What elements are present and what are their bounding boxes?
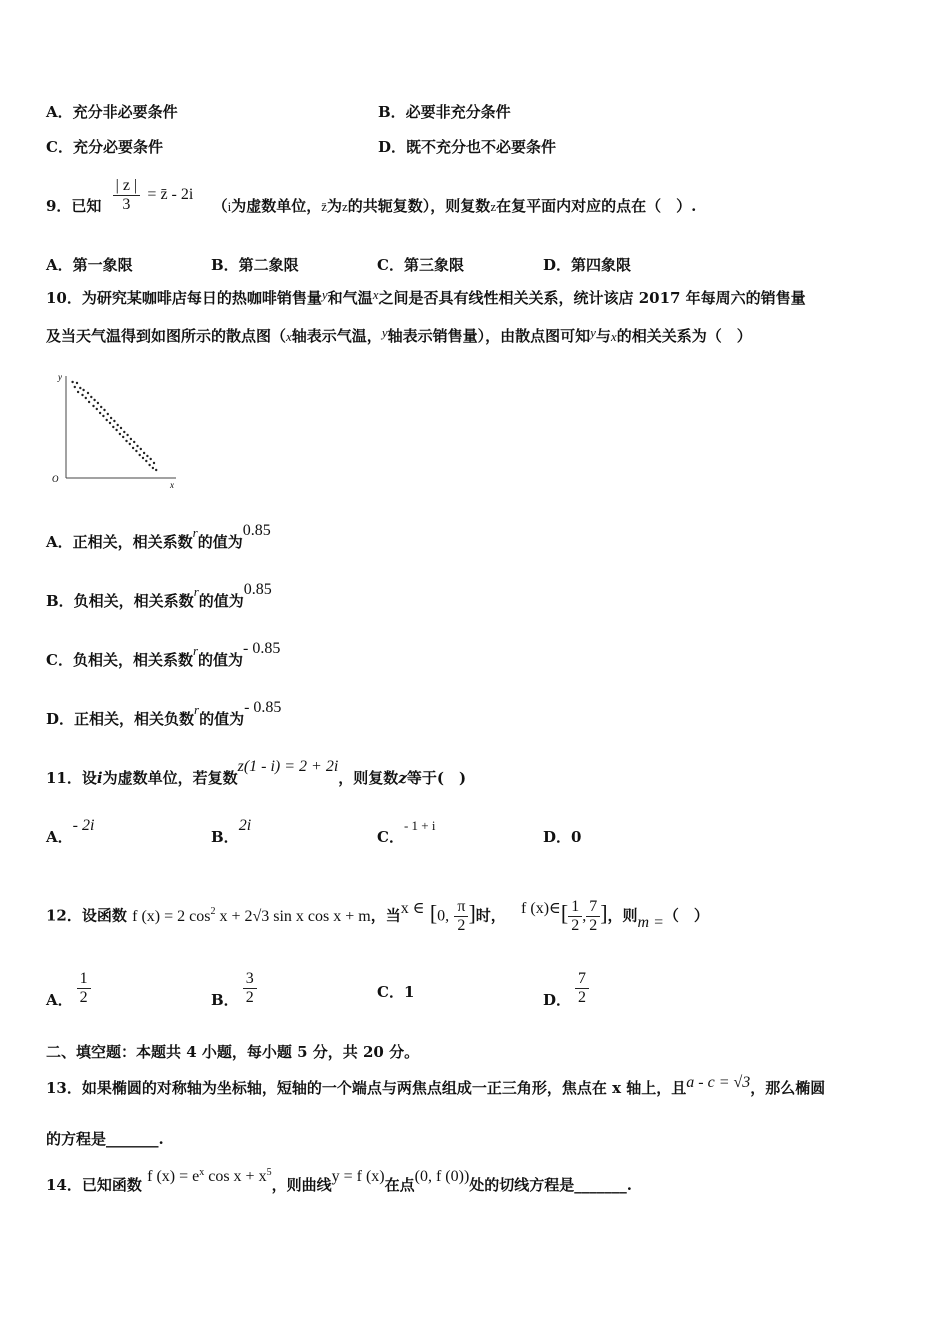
q8-option-c: C．充分必要条件 — [46, 138, 163, 156]
q10-option-b: B．负相关，相关系数r的值为0.85 — [46, 581, 272, 610]
x-axis-label: x — [170, 480, 174, 490]
scatter-point — [142, 457, 144, 459]
scatter-point — [132, 447, 134, 449]
q9-option-b: B．第二象限 — [211, 256, 299, 274]
scatter-point — [123, 431, 125, 433]
question-10-line1: 10．为研究某咖啡店每日的热咖啡销售量y和气温x之间是否具有线性相关关系，统计该店 2017 年每周六的销售量 — [46, 287, 806, 307]
scatter-point — [74, 386, 76, 388]
scatter-point — [115, 429, 117, 431]
q12-option-d: D． $\frac{7}{2}$ — [543, 970, 589, 1007]
origin-label: O — [52, 474, 59, 484]
q11-option-b: B．2i — [211, 817, 252, 846]
scatter-point — [82, 389, 84, 391]
scatter-point — [133, 441, 135, 443]
scatter-point — [152, 467, 154, 469]
scatter-point — [88, 401, 90, 403]
scatter-point — [140, 448, 142, 450]
question-14: 14．已知函数 f $(x) = e^x$ $\cos x + x^5$，则曲线y = f (x)在点(0, f (0))处的切线方程是_______. — [46, 1167, 632, 1194]
scatter-point — [96, 408, 98, 410]
question-9: 9．已知 $\frac{| z |}{3}$ = z̄ - 2i （i为虚数单位，z̄为z的共轭复数），则复数z在复平面内对应的点在（ ）. — [46, 176, 697, 215]
scatter-point — [92, 405, 94, 407]
scatter-points — [71, 381, 157, 471]
q8-option-b: B．必要非充分条件 — [378, 103, 511, 121]
scatter-plot — [48, 370, 183, 490]
section-2-heading: 二、填空题：本题共 4 小题，每小题 5 分，共 20 分。 — [46, 1043, 420, 1061]
scatter-point — [125, 440, 127, 442]
scatter-point — [81, 394, 83, 396]
q9-equation: = z̄ - 2i — [147, 186, 194, 203]
q11-option-a: A．- 2i — [46, 817, 95, 846]
q8-option-d: D．既不充分也不必要条件 — [378, 138, 557, 156]
scatter-point — [109, 422, 111, 424]
scatter-point — [135, 450, 137, 452]
scatter-point — [106, 419, 108, 421]
scatter-point — [150, 458, 152, 460]
scatter-point — [129, 443, 131, 445]
q12-option-b: B． $\frac{3}{2}$ — [211, 970, 257, 1007]
scatter-point — [110, 417, 112, 419]
scatter-point — [119, 433, 121, 435]
scatter-point — [107, 413, 109, 415]
scatter-point — [100, 406, 102, 408]
scatter-point — [112, 426, 114, 428]
scatter-point — [103, 409, 105, 411]
q9-option-a: A．第一象限 — [46, 256, 133, 274]
q10-option-c: C．负相关，相关系数r的值为- 0.85 — [46, 640, 281, 669]
scatter-point — [126, 434, 128, 436]
question-13-line1: 13．如果椭圆的对称轴为坐标轴，短轴的一个端点与两焦点组成一正三角形，焦点在 x 轴上，且a - c = √3，那么椭圆 — [46, 1074, 826, 1097]
scatter-point — [145, 460, 147, 462]
scatter-point — [71, 381, 73, 383]
q12-function: f (x) = 2 $\cos^2 x + 2√3$ sin x cos x + m — [132, 905, 371, 925]
q12-interval-frac: $\frac{\pi}{2}$ — [454, 898, 468, 935]
scatter-point — [85, 397, 87, 399]
scatter-point — [143, 452, 145, 454]
q9-option-c: C．第三象限 — [377, 256, 464, 274]
q12-option-c: C．1 — [377, 983, 415, 1001]
scatter-point — [139, 454, 141, 456]
q9-fraction: $\frac{| z |}{3}$ — [113, 177, 141, 214]
scatter-point — [79, 387, 81, 389]
q10-option-a: A．正相关，相关系数r的值为0.85 — [46, 522, 271, 551]
q14-function: f $(x) = e^x$ $\cos x + x^5$ — [147, 1167, 272, 1185]
scatter-point — [76, 382, 78, 384]
question-13-line2: 的方程是_______. — [46, 1130, 164, 1148]
scatter-point — [155, 469, 157, 471]
y-axis-label: y — [58, 372, 62, 382]
scatter-point — [97, 402, 99, 404]
q9-option-d: D．第四象限 — [543, 256, 632, 274]
scatter-point — [99, 412, 101, 414]
scatter-point — [90, 396, 92, 398]
scatter-point — [146, 455, 148, 457]
scatter-point — [130, 438, 132, 440]
scatter-point — [122, 436, 124, 438]
question-12: 12．设函数 f (x) = 2 $\cos^2 x + 2√3$ sin x cos x + m，当x ∈ [0, $\frac{\pi}{2}$ ]时， f (x)∈[ $\frac{1}{2}$ , $\frac{7}{2}$ ]，则m =（ ） — [46, 898, 709, 934]
scatter-point — [117, 424, 119, 426]
question-10-line2: 及当天气温得到如图所示的散点图（x轴表示气温，y轴表示销售量），由散点图可知y与x的相关关系为（ ） — [46, 325, 752, 345]
scatter-point — [113, 420, 115, 422]
scatter-point — [93, 399, 95, 401]
scatter-point — [77, 391, 79, 393]
q10-option-d: D．正相关，相关负数r的值为- 0.85 — [46, 699, 282, 728]
q11-option-d: D．0 — [543, 828, 582, 846]
scatter-point — [87, 392, 89, 394]
scatter-point — [136, 445, 138, 447]
scatter-point — [120, 427, 122, 429]
scatter-point — [148, 464, 150, 466]
question-11: 11．设i为虚数单位，若复数z(1 - i) = 2 + 2i，则复数z等于( ) — [46, 758, 467, 787]
scatter-point — [153, 462, 155, 464]
q12-option-a: A． $\frac{1}{2}$ — [46, 970, 91, 1007]
scatter-point — [102, 415, 104, 417]
q8-option-a: A．充分非必要条件 — [46, 103, 178, 121]
q11-option-c: C．- 1 + i — [377, 818, 436, 846]
